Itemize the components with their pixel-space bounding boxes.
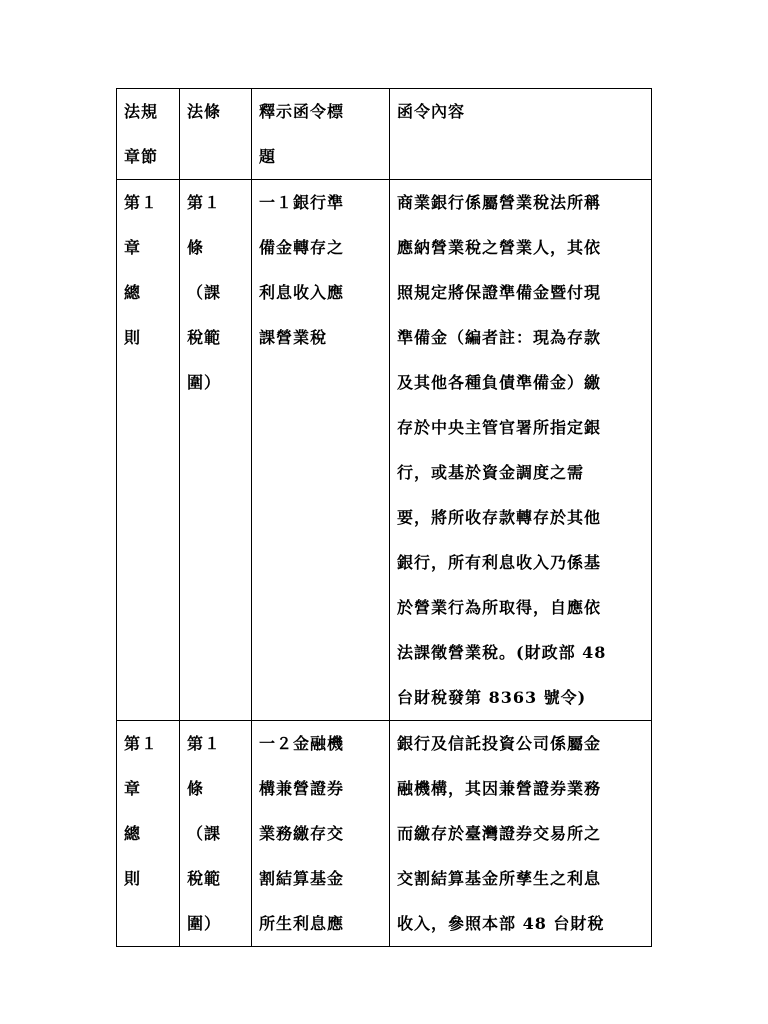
cell-title [252,180,390,721]
cell-line: 台財稅發第 8363 號令) [397,688,587,707]
cell-line: 銀行及信託投資公司係屬金 [397,734,602,753]
cell-line: 一１銀行準 [259,193,345,212]
cell-line: 收入，參照本部 48 台財稅 [397,914,605,933]
cell-line: 利息收入應 [259,283,345,302]
cell-content [390,721,652,947]
cell-line: 第１ [187,193,222,212]
cell-line: （課 [187,824,222,843]
cell-line: 所生利息應 [259,914,345,933]
cell-line: 融機構，其因兼營證券業務 [397,779,602,798]
cell-line: 照規定將保證準備金暨付現 [397,283,602,302]
header-text: 法規 [124,102,159,121]
cell-line: 稅範 [187,328,222,347]
header-text: 釋示函令標 [259,102,345,121]
header-article [180,89,252,180]
cell-content [390,180,652,721]
cell-line: 行，或基於資金調度之需 [397,463,585,482]
cell-line: 業務繳存交 [259,824,345,843]
cell-line: 而繳存於臺灣證券交易所之 [397,824,602,843]
cell-title [252,721,390,947]
cell-line: 商業銀行係屬營業稅法所稱 [397,193,602,212]
cell-line: 銀行，所有利息收入乃係基 [397,553,602,572]
cell-line: 第１ [124,193,159,212]
header-chapter [117,89,180,180]
cell-line: 應納營業稅之營業人，其依 [397,238,602,257]
header-text: 題 [259,147,277,166]
cell-line: 總 [124,824,142,843]
cell-line: 章 [124,238,142,257]
cell-line: 圍） [187,373,222,392]
header-title [252,89,390,180]
cell-article [180,180,252,721]
table-row [117,721,652,947]
header-content [390,89,652,180]
cell-line: 準備金（編者註：現為存款 [397,328,602,347]
cell-line: 法課徵營業稅。(財政部 48 [397,643,607,662]
table-row [117,180,652,721]
cell-line: 章 [124,779,142,798]
header-text: 法條 [187,102,222,121]
cell-line: 條 [187,779,205,798]
regulation-table [116,88,652,947]
cell-line: 於營業行為所取得，自應依 [397,598,602,617]
cell-line: （課 [187,283,222,302]
cell-line: 條 [187,238,205,257]
cell-line: 及其他各種負債準備金）繳 [397,373,602,392]
cell-line: 第１ [187,734,222,753]
cell-line: 存於中央主管官署所指定銀 [397,418,602,437]
cell-line: 交割結算基金所孳生之利息 [397,869,602,888]
cell-chapter [117,721,180,947]
cell-line: 要，將所收存款轉存於其他 [397,508,602,527]
cell-article [180,721,252,947]
header-text: 函令內容 [397,102,466,121]
cell-line: 課營業稅 [259,328,328,347]
header-text: 章節 [124,147,159,166]
table-header-row [117,89,652,180]
cell-chapter [117,180,180,721]
cell-line: 則 [124,328,142,347]
cell-line: 構兼營證券 [259,779,345,798]
cell-line: 圍） [187,914,222,933]
cell-line: 稅範 [187,869,222,888]
cell-line: 割結算基金 [259,869,345,888]
cell-line: 總 [124,283,142,302]
cell-line: 第１ [124,734,159,753]
cell-line: 則 [124,869,142,888]
cell-line: 備金轉存之 [259,238,345,257]
cell-line: 一２金融機 [259,734,345,753]
